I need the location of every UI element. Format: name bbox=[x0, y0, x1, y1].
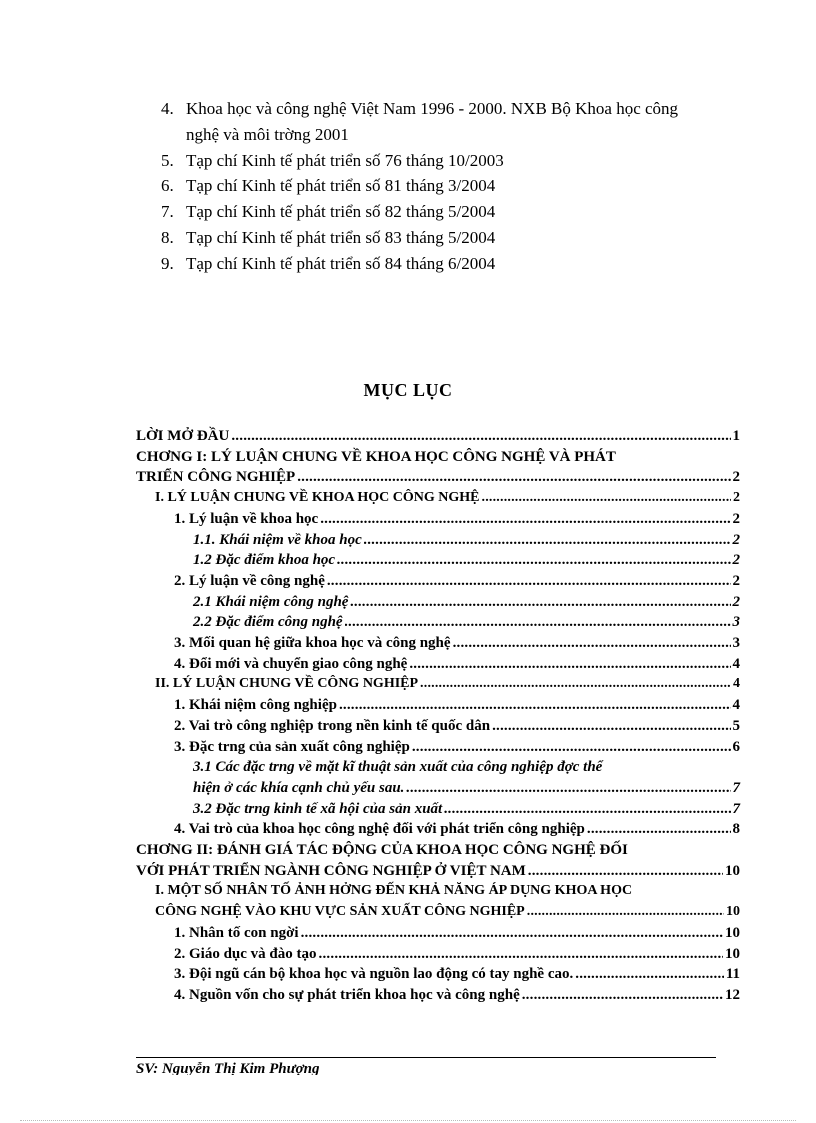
toc-page-number: 10 bbox=[725, 862, 740, 879]
toc-page-number: 4 bbox=[732, 697, 740, 714]
toc-entry-label: 2.1 Khái niệm công nghệ bbox=[193, 593, 349, 610]
toc-entry-label: 3. Mối quan hệ giữa khoa học và công nghệ bbox=[174, 635, 451, 652]
toc-leader bbox=[339, 695, 731, 716]
toc-page-number: 2 bbox=[732, 552, 740, 569]
reference-number: 6. bbox=[161, 176, 174, 196]
toc-entry-label: CÔNG NGHỆ VÀO KHU VỰC SẢN XUẤT CÔNG NGHIỆP bbox=[155, 904, 525, 920]
reference-text: Tạp chí Kinh tế phát triển số 81 tháng 3/2004 bbox=[186, 176, 496, 196]
toc-entry-label: 1. Nhân tố con ngời bbox=[174, 924, 299, 941]
toc-entry-item[interactable] bbox=[136, 530, 740, 551]
reference-list bbox=[161, 96, 741, 277]
reference-text: nghệ và môi trờng 2001 bbox=[186, 124, 349, 144]
toc-entry-label: 3. Đặc trng của sản xuất công nghiệp bbox=[174, 738, 410, 755]
toc-leader bbox=[444, 799, 730, 820]
toc-leader bbox=[231, 426, 730, 447]
toc-page-number: 2 bbox=[732, 510, 740, 527]
toc-entry-label: II. LÝ LUẬN CHUNG VỀ CÔNG NGHIỆP bbox=[155, 676, 419, 692]
toc-leader bbox=[364, 530, 731, 551]
toc-entry-label: 2. Giáo dục và đào tạo bbox=[174, 945, 317, 962]
toc-entry-section[interactable] bbox=[136, 488, 740, 509]
toc-entry-label: TRIỂN CÔNG NGHIỆP bbox=[136, 469, 296, 486]
toc-entry-label: 1.2 Đặc điểm khoa học bbox=[193, 552, 336, 569]
toc-leader bbox=[587, 819, 731, 840]
toc-page-number: 8 bbox=[732, 821, 740, 838]
table-of-contents bbox=[136, 426, 740, 1006]
toc-page-number: 2 bbox=[732, 469, 740, 486]
toc-leader bbox=[492, 716, 730, 737]
toc-entry-subsection[interactable] bbox=[136, 695, 740, 716]
toc-page-number: 3 bbox=[732, 635, 740, 652]
reference-number: 9. bbox=[161, 253, 174, 273]
toc-leader bbox=[297, 467, 730, 488]
toc-entry-label: I. LÝ LUẬN CHUNG VỀ KHOA HỌC CÔNG NGHỆ bbox=[155, 490, 480, 506]
toc-entry-label: VỚI PHÁT TRIỂN NGÀNH CÔNG NGHIỆP Ở VIỆT NAM bbox=[136, 862, 526, 879]
toc-page-number: 10 bbox=[725, 945, 740, 962]
toc-page-number: 2 bbox=[732, 572, 740, 589]
toc-entry-chapter-2[interactable] bbox=[136, 840, 740, 861]
toc-entry-chapter-1[interactable] bbox=[136, 447, 740, 468]
footer-divider bbox=[136, 1057, 716, 1058]
toc-leader bbox=[320, 509, 730, 530]
toc-entry-subsection[interactable] bbox=[136, 509, 740, 530]
toc-entry-label: hiện ở các khía cạnh chủ yếu sau. bbox=[193, 779, 405, 796]
toc-leader bbox=[319, 944, 723, 965]
toc-page-number: 2 bbox=[733, 490, 740, 506]
toc-entry-section[interactable] bbox=[136, 674, 740, 695]
toc-entry-item[interactable] bbox=[136, 799, 740, 820]
toc-entry-item[interactable] bbox=[136, 592, 740, 613]
toc-entry-item[interactable] bbox=[136, 550, 740, 571]
toc-leader bbox=[301, 923, 723, 944]
toc-leader bbox=[482, 488, 732, 509]
reference-item bbox=[161, 96, 741, 122]
toc-entry-subsection[interactable] bbox=[136, 737, 740, 758]
toc-entry-label: 3.2 Đặc trng kinh tế xã hội của sản xuất bbox=[193, 800, 443, 817]
toc-entry-subsection[interactable] bbox=[136, 985, 740, 1006]
toc-entry-label: 1.1. Khái niệm về khoa học bbox=[193, 531, 362, 548]
toc-entry-section-cont[interactable] bbox=[136, 902, 740, 923]
toc-entry-item[interactable] bbox=[136, 757, 740, 778]
reference-text: Tạp chí Kinh tế phát triển số 76 tháng 10/2003 bbox=[186, 150, 504, 170]
toc-page-number: 4 bbox=[732, 655, 740, 672]
toc-page-number: 5 bbox=[732, 717, 740, 734]
toc-entry-subsection[interactable] bbox=[136, 819, 740, 840]
reference-item bbox=[161, 148, 741, 174]
toc-entry-label: 1. Khái niệm công nghiệp bbox=[174, 697, 337, 714]
toc-entry-label: 4. Nguồn vốn cho sự phát triển khoa học và công nghệ bbox=[174, 986, 520, 1003]
toc-leader bbox=[575, 964, 724, 985]
toc-entry-subsection[interactable] bbox=[136, 571, 740, 592]
toc-entry-label: I. MỘT SỐ NHÂN TỐ ẢNH HỞNG ĐẾN KHẢ NĂNG ÁP DỤNG KHOA HỌC bbox=[155, 883, 633, 899]
toc-entry-label: CHƠNG I: LÝ LUẬN CHUNG VỀ KHOA HỌC CÔNG NGHỆ VÀ PHÁT bbox=[136, 448, 616, 465]
toc-entry-label: 4. Vai trò của khoa học công nghệ đối với phát triển công nghiệp bbox=[174, 821, 585, 838]
toc-leader bbox=[350, 592, 730, 613]
toc-entry-label: 1. Lý luận về khoa học bbox=[174, 510, 319, 527]
reference-text: Tạp chí Kinh tế phát triển số 82 tháng 5/2004 bbox=[186, 202, 496, 222]
toc-entry-intro[interactable] bbox=[136, 426, 740, 447]
toc-entry-section[interactable] bbox=[136, 881, 740, 902]
page-bottom-divider bbox=[20, 1120, 796, 1121]
toc-entry-chapter-1-cont[interactable] bbox=[136, 467, 740, 488]
reference-item bbox=[161, 251, 741, 277]
reference-item bbox=[161, 225, 741, 251]
toc-entry-item[interactable] bbox=[136, 612, 740, 633]
footer-author: SV: Nguyễn Thị Kim Phượng bbox=[136, 1061, 320, 1075]
reference-number: 8. bbox=[161, 227, 174, 247]
toc-page-number: 4 bbox=[733, 676, 740, 692]
reference-number: 7. bbox=[161, 202, 174, 222]
toc-leader bbox=[327, 571, 731, 592]
toc-entry-label: 2. Vai trò công nghiệp trong nền kinh tế quốc dân bbox=[174, 717, 491, 734]
toc-page-number: 10 bbox=[726, 904, 740, 920]
toc-entry-label: 3.1 Các đặc trng về mặt kĩ thuật sản xuất của công nghiệp đợc thể bbox=[193, 759, 603, 776]
toc-leader bbox=[522, 985, 723, 1006]
toc-entry-label: CHƠNG II: ĐÁNH GIÁ TÁC ĐỘNG CỦA KHOA HỌC CÔNG NGHỆ ĐỐI bbox=[136, 842, 628, 859]
toc-page-number: 7 bbox=[732, 800, 740, 817]
toc-leader bbox=[420, 674, 731, 695]
toc-page-number: 2 bbox=[732, 531, 740, 548]
toc-entry-label: 3. Đội ngũ cán bộ khoa học và nguồn lao động có tay nghề cao. bbox=[174, 966, 574, 983]
toc-entry-label: 2.2 Đặc điểm công nghệ bbox=[193, 614, 343, 631]
toc-entry-subsection[interactable] bbox=[136, 654, 740, 675]
reference-text: Tạp chí Kinh tế phát triển số 83 tháng 5/2004 bbox=[186, 227, 496, 247]
toc-page-number: 1 bbox=[732, 428, 740, 444]
reference-item bbox=[161, 173, 741, 199]
toc-page-number: 3 bbox=[732, 614, 740, 631]
toc-entry-subsection[interactable] bbox=[136, 633, 740, 654]
toc-leader bbox=[345, 612, 731, 633]
toc-entry-label: LỜI MỞ ĐẦU bbox=[136, 428, 230, 444]
toc-page-number: 6 bbox=[732, 738, 740, 755]
toc-page-number: 12 bbox=[725, 986, 740, 1003]
toc-entry-subsection[interactable] bbox=[136, 716, 740, 737]
toc-page-number: 7 bbox=[732, 779, 740, 796]
toc-title: MỤC LỤC bbox=[363, 380, 453, 400]
reference-item bbox=[161, 122, 741, 148]
toc-leader bbox=[453, 633, 731, 654]
toc-leader bbox=[528, 861, 723, 882]
toc-page-number: 11 bbox=[725, 966, 740, 983]
reference-number: 5. bbox=[161, 150, 174, 170]
toc-entry-chapter-2-cont[interactable] bbox=[136, 861, 740, 882]
toc-entry-label: 2. Lý luận về công nghệ bbox=[174, 572, 325, 589]
toc-leader bbox=[412, 737, 731, 758]
reference-number: 4. bbox=[161, 99, 174, 118]
reference-item bbox=[161, 199, 741, 225]
reference-text: Khoa học và công nghệ Việt Nam 1996 - 2000. NXB Bộ Khoa học công bbox=[186, 99, 679, 118]
toc-page-number: 10 bbox=[725, 924, 740, 941]
toc-entry-item-cont[interactable] bbox=[136, 778, 740, 799]
reference-number bbox=[161, 122, 186, 148]
toc-leader bbox=[337, 550, 730, 571]
toc-entry-label: 4. Đổi mới và chuyển giao công nghệ bbox=[174, 655, 408, 672]
toc-leader bbox=[527, 902, 724, 923]
reference-text: Tạp chí Kinh tế phát triển số 84 tháng 6/2004 bbox=[186, 253, 496, 273]
toc-leader bbox=[409, 654, 730, 675]
toc-entry-subsection[interactable] bbox=[136, 944, 740, 965]
toc-leader bbox=[406, 778, 730, 799]
toc-entry-subsection[interactable] bbox=[136, 964, 740, 985]
toc-entry-subsection[interactable] bbox=[136, 923, 740, 944]
toc-page-number: 2 bbox=[732, 593, 740, 610]
